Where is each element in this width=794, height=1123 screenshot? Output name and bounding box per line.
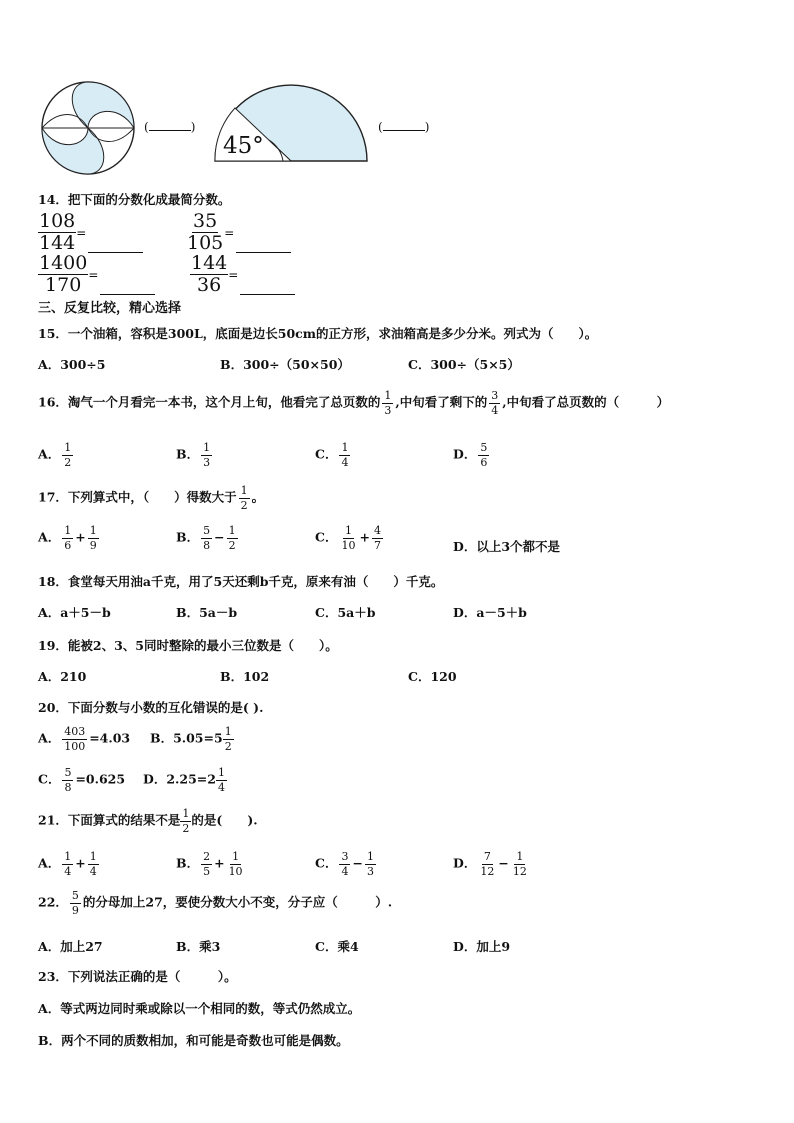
circle-answer-blank[interactable]: ( ) [144, 120, 196, 134]
q20-option-b[interactable]: B．5.05=5 $\frac{1}{2}$ [150, 725, 232, 753]
q22-option-c[interactable]: C．乘4 [315, 939, 359, 954]
q17-option-a[interactable]: A． $\frac{1}{6}$ + $\frac{1}{9}$ [38, 524, 97, 552]
q16-option-d[interactable]: D． $\frac{5}{6}$ [453, 441, 488, 469]
q16-option-a[interactable]: A． $\frac{1}{2}$ [38, 441, 72, 469]
q17-option-d[interactable]: D．以上3个都不是 [453, 539, 561, 554]
q15-title: 15．一个油箱，容积是300L，底面是边长50cm的正方形，求油箱高是多少分米。列式为（ ）。 [38, 326, 598, 341]
q19-option-b[interactable]: B．102 [220, 669, 270, 684]
q21-title: 21．下面算式的结果不是 $\frac{1}{2}$ 的是( ). [38, 807, 258, 835]
q22-option-b[interactable]: B．乘3 [176, 939, 221, 954]
q15-option-a[interactable]: A．300÷5 [38, 357, 106, 372]
section-heading: 三、反复比较，精心选择 [38, 301, 182, 316]
q20-option-d[interactable]: D．2.25=2 $\frac{1}{4}$ [143, 766, 225, 794]
semicircle-answer-blank[interactable]: ( ) [378, 120, 430, 134]
q21-option-d[interactable]: D． $\frac{7}{12}$ − $\frac{1}{12}$ [453, 850, 527, 878]
q17-option-c[interactable]: C． $\frac{1}{10}$ + $\frac{4}{7}$ [315, 524, 381, 552]
q21-option-b[interactable]: B． $\frac{2}{5}$ + $\frac{1}{10}$ [176, 850, 243, 878]
q20-title: 20．下面分数与小数的互化错误的是( ). [38, 700, 264, 715]
q17-option-b[interactable]: B． $\frac{5}{8}$ − $\frac{1}{2}$ [176, 524, 236, 552]
q18-option-b[interactable]: B．5a－b [176, 605, 238, 620]
q18-title: 18．食堂每天用油a千克，用了5天还剩b千克，原来有油（ ）千克。 [38, 574, 444, 589]
angle-label: 45° [223, 133, 264, 159]
q19-title: 19．能被2、3、5同时整除的最小三位数是（ ）。 [38, 638, 338, 653]
q18-option-d[interactable]: D．a－5＋b [453, 605, 527, 620]
q14-title: 14．把下面的分数化成最简分数。 [38, 192, 231, 207]
q19-option-a[interactable]: A．210 [38, 669, 87, 684]
q15-option-c[interactable]: C．300÷（5×5） [408, 357, 520, 372]
q14-item-1: $\frac{108}{144}$ = [38, 212, 143, 253]
q23-title: 23．下列说法正确的是（ ）。 [38, 969, 237, 984]
q17-title: 17．下列算式中，（ ）得数大于 $\frac{1}{2}$ 。 [38, 484, 265, 512]
circle-figure [38, 80, 138, 176]
q22-title: 22． $\frac{5}{9}$ 的分母加上27，要使分数大小不变，分子应（ ）. [38, 889, 393, 917]
answer-blank[interactable] [88, 252, 143, 253]
q23-option-a[interactable]: A．等式两边同时乘或除以一个相同的数，等式仍然成立。 [38, 1001, 361, 1016]
q14-item-4: $\frac{144}{36}$ = [190, 254, 295, 295]
q21-option-a[interactable]: A． $\frac{1}{4}$ + $\frac{1}{4}$ [38, 850, 97, 878]
q16-option-c[interactable]: C． $\frac{1}{4}$ [315, 441, 349, 469]
q18-option-c[interactable]: C．5a＋b [315, 605, 376, 620]
q14-item-2: $\frac{35}{105}$ = [186, 212, 291, 253]
q14-item-3: $\frac{1400}{170}$ = [38, 254, 155, 295]
q22-option-d[interactable]: D．加上9 [453, 939, 511, 954]
answer-blank[interactable] [236, 252, 291, 253]
q18-option-a[interactable]: A．a＋5－b [38, 605, 111, 620]
q16-title: 16．淘气一个月看完一本书，这个月上旬，他看完了总页数的 $\frac{1}{3}$ ,中旬看了剩下的 $\frac{3}{4}$ ,中旬看了总页数的（ ） [38, 389, 670, 417]
q21-option-c[interactable]: C． $\frac{3}{4}$ − $\frac{1}{3}$ [315, 850, 374, 878]
q19-option-c[interactable]: C．120 [408, 669, 457, 684]
q23-option-b[interactable]: B．两个不同的质数相加，和可能是奇数也可能是偶数。 [38, 1033, 349, 1048]
q22-option-a[interactable]: A．加上27 [38, 939, 103, 954]
q16-option-b[interactable]: B． $\frac{1}{3}$ [176, 441, 211, 469]
q20-option-a[interactable]: A． $\frac{403}{100}$ =4.03 [38, 725, 131, 753]
q20-option-c[interactable]: C． $\frac{5}{8}$ =0.625 [38, 766, 126, 794]
answer-blank[interactable] [240, 294, 295, 295]
q15-option-b[interactable]: B．300÷（50×50） [220, 357, 350, 372]
answer-blank[interactable] [100, 294, 155, 295]
